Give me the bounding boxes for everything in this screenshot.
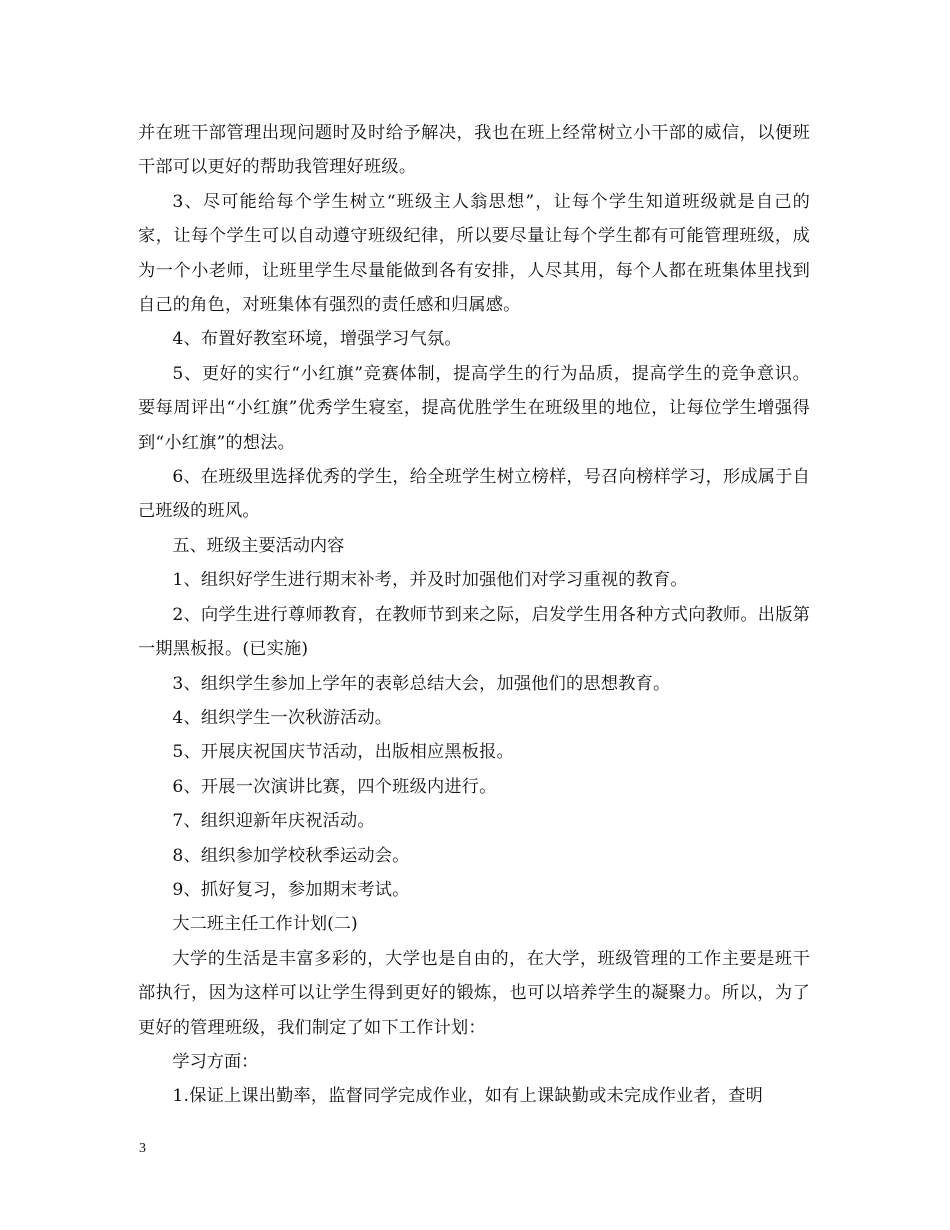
page-number: 3	[139, 1141, 146, 1156]
activity-item-8: 8、组织参加学校秋季运动会。	[172, 845, 410, 866]
activity-item-3: 3、组织学生参加上学年的表彰总结大会，加强他们的思想教育。	[172, 673, 671, 694]
activity-item-9: 9、抓好复习，参加期末考试。	[172, 879, 410, 900]
document-body	[138, 116, 810, 1114]
activity-item-5: 5、开展庆祝国庆节活动，出版相应黑板报。	[172, 742, 514, 763]
section-heading-plan-two: 大二班主任工作计划(二)	[172, 914, 358, 935]
paragraph-intro: 大学的生活是丰富多彩的，大学也是自由的，在大学，班级管理的工作主要是班干部执行，因为这样可以让学生得到更好的锻炼，也可以培养学生的凝聚力。所以，为了更好的管理班级，我们制定了如下工作计划：	[138, 948, 810, 1038]
paragraph-item-3: 3、尽可能给每个学生树立“班级主人翁思想”，让每个学生知道班级就是自己的家，让每个学生可以自动遵守班级纪律，所以要尽量让每个学生都有可能管理班级，成为一个小老师，让班里学生尽量能做到各有安排，人尽其用，每个人都在班集体里找到自己的角色，对班集体有强烈的责任感和归属感。	[138, 191, 810, 316]
activity-item-6: 6、开展一次演讲比赛，四个班级内进行。	[172, 776, 497, 797]
activity-item-7: 7、组织迎新年庆祝活动。	[172, 811, 375, 832]
paragraph-continuation: 并在班干部管理出现问题时及时给予解决，我也在班上经常树立小干部的威信，以便班干部可以更好的帮助我管理好班级。	[138, 123, 810, 178]
paragraph-item-5: 5、更好的实行“小红旗”竞赛体制，提高学生的行为品质，提高学生的竞争意识。要每周评出“小红旗”优秀学生寝室，提高优胜学生在班级里的地位，让每位学生增强得到“小红旗”的想法。	[138, 363, 810, 453]
paragraph-item-6: 6、在班级里选择优秀的学生，给全班学生树立榜样，号召向榜样学习，形成属于自己班级的班风。	[138, 467, 810, 522]
activity-item-2: 2、向学生进行尊师教育，在教师节到来之际，启发学生用各种方式向教师。出版第一期黑板报。(已实施)	[138, 604, 810, 660]
section-heading-study: 学习方面：	[172, 1051, 259, 1072]
section-heading-activities: 五、班级主要活动内容	[172, 535, 345, 556]
paragraph-item-4: 4、布置好教室环境，增强学习气氛。	[172, 329, 462, 350]
study-item-1: 1.保证上课出勤率，监督同学完成作业，如有上课缺勤或未完成作业者，查明	[172, 1086, 763, 1107]
activity-item-4: 4、组织学生一次秋游活动。	[172, 707, 393, 728]
activity-item-1: 1、组织好学生进行期末补考，并及时加强他们对学习重视的教育。	[172, 570, 688, 591]
